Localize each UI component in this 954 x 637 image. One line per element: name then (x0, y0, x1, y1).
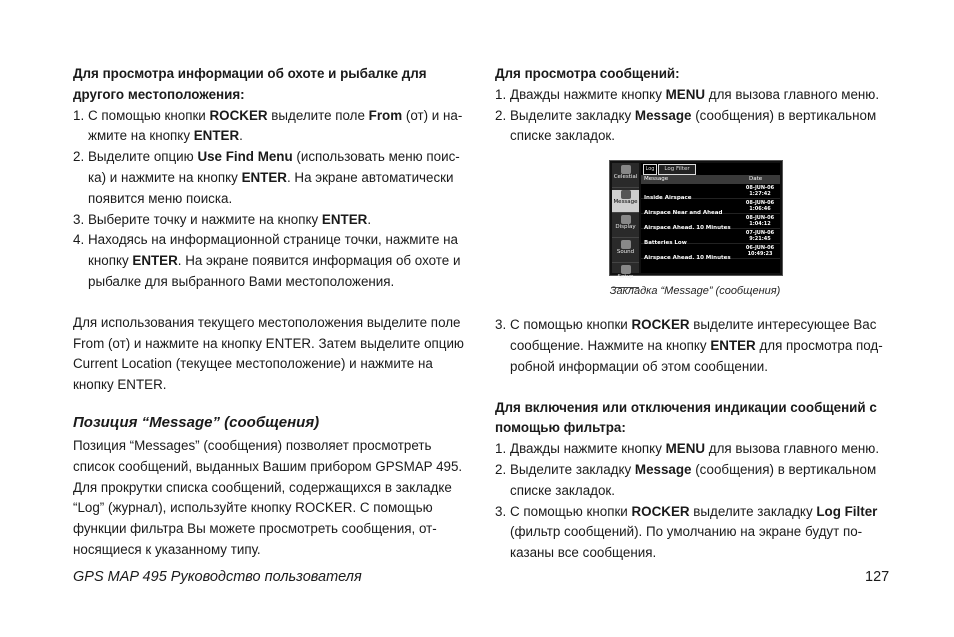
sound-icon (621, 240, 631, 249)
sidebar-tab-celestial (612, 165, 639, 188)
time-text: 1:06:46 (749, 206, 771, 213)
time-text: 1:27:42 (749, 191, 771, 198)
step-text: для просмотра под-робной информации об этом сообщении. (510, 337, 883, 374)
left-step-3 (73, 210, 473, 231)
step-bold: ENTER (710, 337, 756, 353)
step-bold: From (368, 107, 403, 123)
message-row (641, 199, 780, 217)
right-step-1 (495, 85, 895, 106)
step-text: (от) и на-жмите на кнопку (88, 107, 463, 144)
device-sidebar (612, 163, 639, 281)
step-bold: Log Filter (816, 503, 878, 519)
tab-log: Log (643, 164, 657, 175)
left-step-2 (73, 147, 473, 209)
col-header-date: Date (749, 176, 763, 183)
section-text: Позиция “Messages” (сообщения) позволяет просмотреть список сообщений, выданных Вашим прибором GPSMAP 495. Для прокрутки списка сообщений, содержащихся в закладке “Log” (журнал), используйте кнопку ROCKER. С помощью функции фильтра Вы можете просмотреть сообщения, от-носящиеся к указанному типу. (73, 437, 463, 557)
step-text: Дважды нажмите кнопку (510, 86, 666, 102)
step-text: Выберите точку и нажмите на кнопку (88, 211, 322, 227)
step-number: 1. (73, 107, 85, 123)
step-text: С помощью кнопки (510, 317, 632, 333)
sidebar-tab-message (612, 190, 639, 213)
step-bold: ROCKER (209, 107, 268, 123)
message-text: Airspace Ahead. 10 Minutes (644, 255, 731, 262)
step-text: . На экране автоматически появится меню поиска. (88, 169, 454, 206)
message-row (641, 244, 780, 262)
message-text: Airspace Ahead. 10 Minutes (644, 225, 731, 232)
step-text: для вызова главного меню. (705, 441, 880, 457)
message-text: Airspace Near and Ahead (644, 210, 723, 217)
date-text: 06-JUN-06 (745, 245, 775, 252)
step-text: Выделите закладку (510, 107, 635, 123)
date-text: 08-JUN-06 (745, 215, 775, 222)
message-icon (621, 190, 631, 199)
right-heading-view: Для просмотра сообщений: (495, 66, 680, 81)
step-text: . На экране появится информация об охоте и рыбалке для выбранного Вами местоположения. (88, 253, 461, 289)
message-date (745, 245, 775, 257)
right-column (495, 64, 895, 564)
step-number: 2. (73, 149, 85, 165)
step-text: Дважды нажмите кнопку (510, 441, 666, 457)
step-number: 4. (73, 232, 85, 248)
right-filter-step-1 (495, 439, 895, 460)
time-text: 10:49:23 (747, 251, 773, 258)
device-screenshot (609, 160, 783, 281)
step-bold: Message (634, 107, 692, 123)
step-text: (сообщения) в вертикальном списке закладок. (510, 107, 877, 144)
message-date (745, 200, 775, 212)
footer-title: GPS MAP 495 Руководство пользователя (73, 569, 362, 585)
step-text: выделите поле (267, 107, 369, 123)
right-filter-step-2 (495, 460, 895, 502)
left-heading: Для просмотра информации об охоте и рыбалке для другого местоположения: (73, 66, 427, 102)
left-column (73, 64, 473, 561)
right-filter-step-3 (495, 502, 895, 564)
figure-caption: Закладка “Message” (сообщения) (609, 285, 781, 298)
step-number: 1. (495, 441, 507, 457)
sidebar-label: Message (613, 199, 638, 206)
left-step-1 (73, 106, 473, 148)
step-bold: ENTER (321, 211, 368, 227)
current-location-paragraph: Для использования текущего местоположения выделите поле From (от) и нажмите на кнопку ENTER. Затем выделите опцию Current Location (текущее местоположение) и нажмите на кнопку ENTER. (73, 314, 464, 393)
message-row (641, 214, 780, 232)
step-number: 1. (495, 86, 507, 102)
step-text: выделите интересующее Вас сообщение. Нажмите на кнопку (510, 317, 877, 353)
message-panel (641, 163, 780, 273)
time-text: 1:04:12 (749, 221, 771, 228)
step-number: 3. (73, 211, 85, 227)
sidebar-label: Setup (617, 274, 634, 281)
message-text: Batteries Low (644, 240, 687, 247)
col-header-message: Message (644, 176, 669, 183)
sidebar-tab-sound (612, 240, 639, 263)
step-bold: Message (634, 461, 692, 477)
step-text: Находясь на информационной странице точки, нажмите на кнопку (88, 232, 458, 269)
step-text: (использовать меню поис-ка) и нажмите на кнопку (88, 149, 460, 185)
step-number: 3. (495, 503, 507, 519)
sidebar-tab-setup (612, 265, 639, 288)
step-number: 3. (495, 317, 507, 333)
step-number: 2. (495, 461, 507, 477)
date-text: 08-JUN-06 (745, 200, 775, 207)
right-step-3 (495, 315, 895, 377)
step-text: Выделите опцию (88, 149, 198, 165)
step-text: С помощью кнопки (510, 503, 632, 519)
sidebar-tab-display (612, 215, 639, 238)
right-heading-filter: Для включения или отключения индикации сообщений с помощью фильтра: (495, 399, 877, 436)
step-bold: Use Find Menu (197, 149, 293, 165)
step-text: . (239, 128, 243, 144)
message-row (641, 229, 780, 247)
step-text: Выделите закладку (510, 461, 635, 477)
message-list-header (641, 175, 780, 184)
step-text: (фильтр сообщений). По умолчанию на экране будут по-казаны все сообщения. (510, 524, 863, 561)
tab-log-filter: Log Filter (658, 164, 696, 175)
date-text: 07-JUN-06 (745, 230, 775, 237)
message-date (745, 230, 775, 242)
message-text: Inside Airspace (644, 195, 692, 202)
page-number: 127 (865, 569, 890, 585)
step-bold: ROCKER (631, 317, 690, 333)
device-tab-bar (641, 163, 780, 175)
step-text: для вызова главного меню. (705, 86, 880, 102)
message-date (745, 185, 775, 197)
message-date (745, 215, 775, 227)
display-icon (621, 215, 631, 224)
message-row (641, 184, 780, 202)
right-step-2 (495, 106, 895, 148)
step-text: . (367, 211, 372, 227)
time-text: 9:21:45 (749, 236, 771, 243)
left-step-4 (73, 230, 473, 292)
sidebar-label: Display (615, 224, 636, 231)
step-bold: MENU (665, 441, 706, 457)
step-text: С помощью кнопки (88, 107, 210, 123)
step-bold: ENTER (241, 169, 287, 185)
section-title: Позиция “Message” (сообщения) (73, 413, 320, 431)
step-text: выделите закладку (689, 503, 817, 519)
step-bold: ENTER (193, 128, 240, 144)
step-bold: ENTER (132, 253, 178, 269)
step-text: (сообщения) в вертикальном списке закладок. (510, 461, 877, 498)
step-bold: MENU (665, 86, 706, 102)
step-number: 2. (495, 107, 507, 123)
sidebar-label: Celestial (613, 174, 638, 181)
step-bold: ROCKER (631, 503, 690, 519)
date-text: 08-JUN-06 (745, 185, 775, 192)
sidebar-label: Sound (616, 249, 635, 256)
setup-icon (621, 265, 631, 274)
celestial-icon (621, 165, 631, 174)
